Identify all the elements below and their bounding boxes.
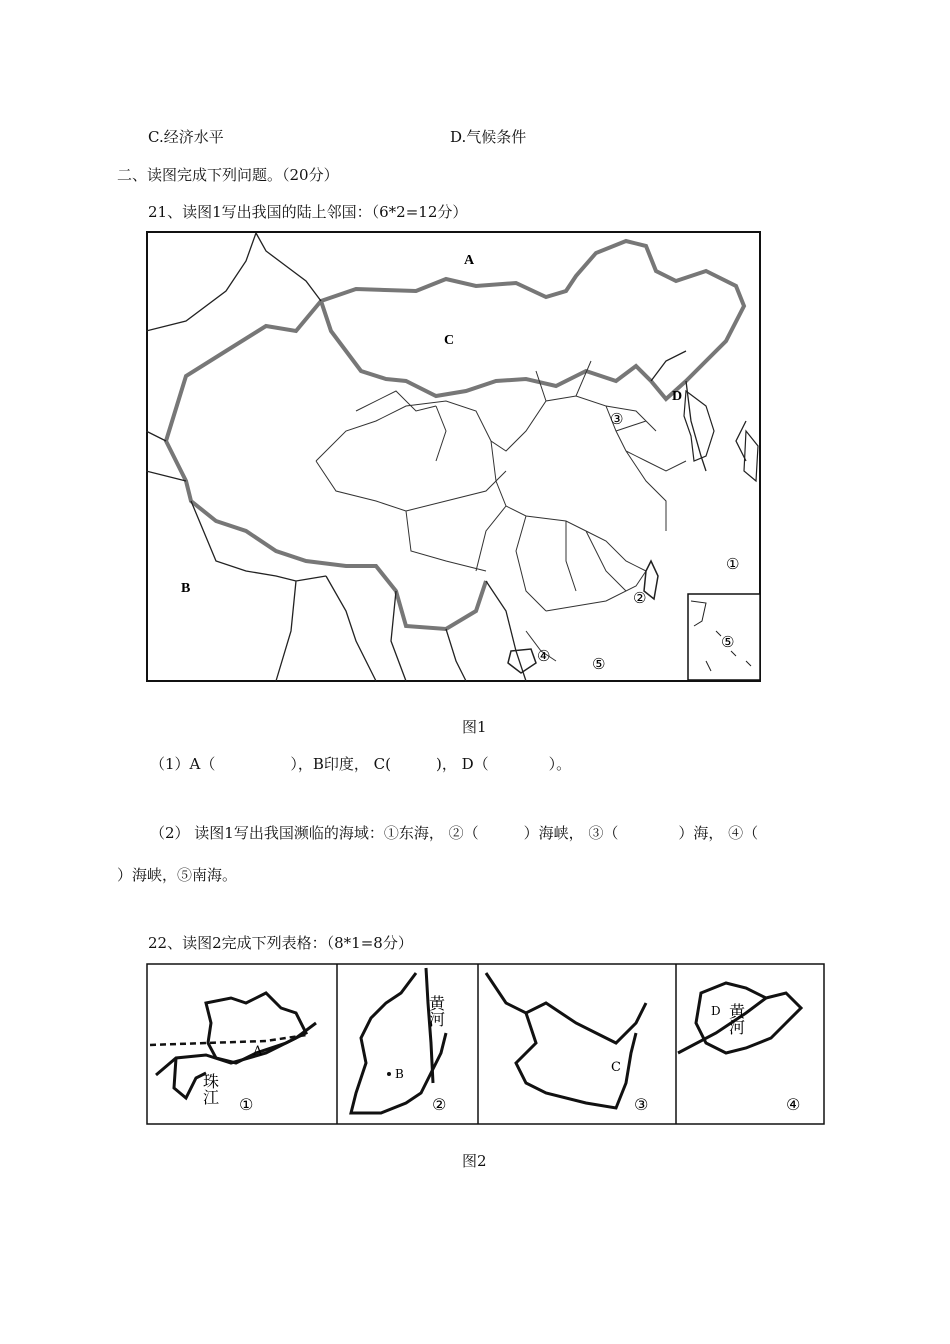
china-map-svg xyxy=(146,231,762,683)
figure-1-caption: 图1 xyxy=(462,718,487,736)
p2-label-b: B xyxy=(395,1067,404,1081)
label-c: C xyxy=(444,333,455,348)
q21-part1: （1）A（ ），B印度， C( )， D（ ）。 xyxy=(150,755,572,773)
p1-num: ① xyxy=(239,1095,254,1114)
p3-num: ③ xyxy=(634,1095,649,1114)
label-inset-sea5: ⑤ xyxy=(721,633,735,651)
label-sea2: ② xyxy=(633,589,647,607)
q21-part2-line2: ）海峡，⑤南海。 xyxy=(117,866,238,884)
p3-label-c: C xyxy=(611,1060,621,1075)
q21-part2-line1: （2） 读图1写出我国濒临的海域：①东海， ②（ ）海峡， ③（ ）海， ④（ xyxy=(150,824,759,842)
figure-2-caption: 图2 xyxy=(462,1152,487,1170)
label-sea4: ④ xyxy=(537,647,551,665)
p1-label-a: A xyxy=(253,1044,263,1059)
label-a: A xyxy=(464,253,475,268)
map-frame xyxy=(147,232,760,681)
label-sea3: ③ xyxy=(610,410,624,428)
p4-label-d: D xyxy=(711,1004,721,1018)
option-d: D.气候条件 xyxy=(450,128,527,146)
q21-prompt: 21、读图1写出我国的陆上邻国：（6*2=12分） xyxy=(148,203,468,221)
figure-2-panels xyxy=(146,963,826,1127)
p2-num: ② xyxy=(432,1095,447,1114)
q22-prompt: 22、读图2完成下列表格：（8*1=8分） xyxy=(148,934,413,952)
section-heading: 二、读图完成下列问题。（20分） xyxy=(117,166,339,184)
option-c: C.经济水平 xyxy=(148,128,224,146)
p1-river: 珠江 xyxy=(200,1073,220,1105)
river-panels-svg xyxy=(146,963,826,1127)
label-d: D xyxy=(672,389,683,404)
figure-1-map xyxy=(146,231,762,683)
p4-num: ④ xyxy=(786,1095,801,1114)
p2-river: 黄河 xyxy=(426,995,446,1027)
label-sea5: ⑤ xyxy=(592,655,606,673)
label-b: B xyxy=(181,581,191,596)
p4-river: 黄河 xyxy=(726,1003,746,1035)
label-sea1: ① xyxy=(726,555,740,573)
